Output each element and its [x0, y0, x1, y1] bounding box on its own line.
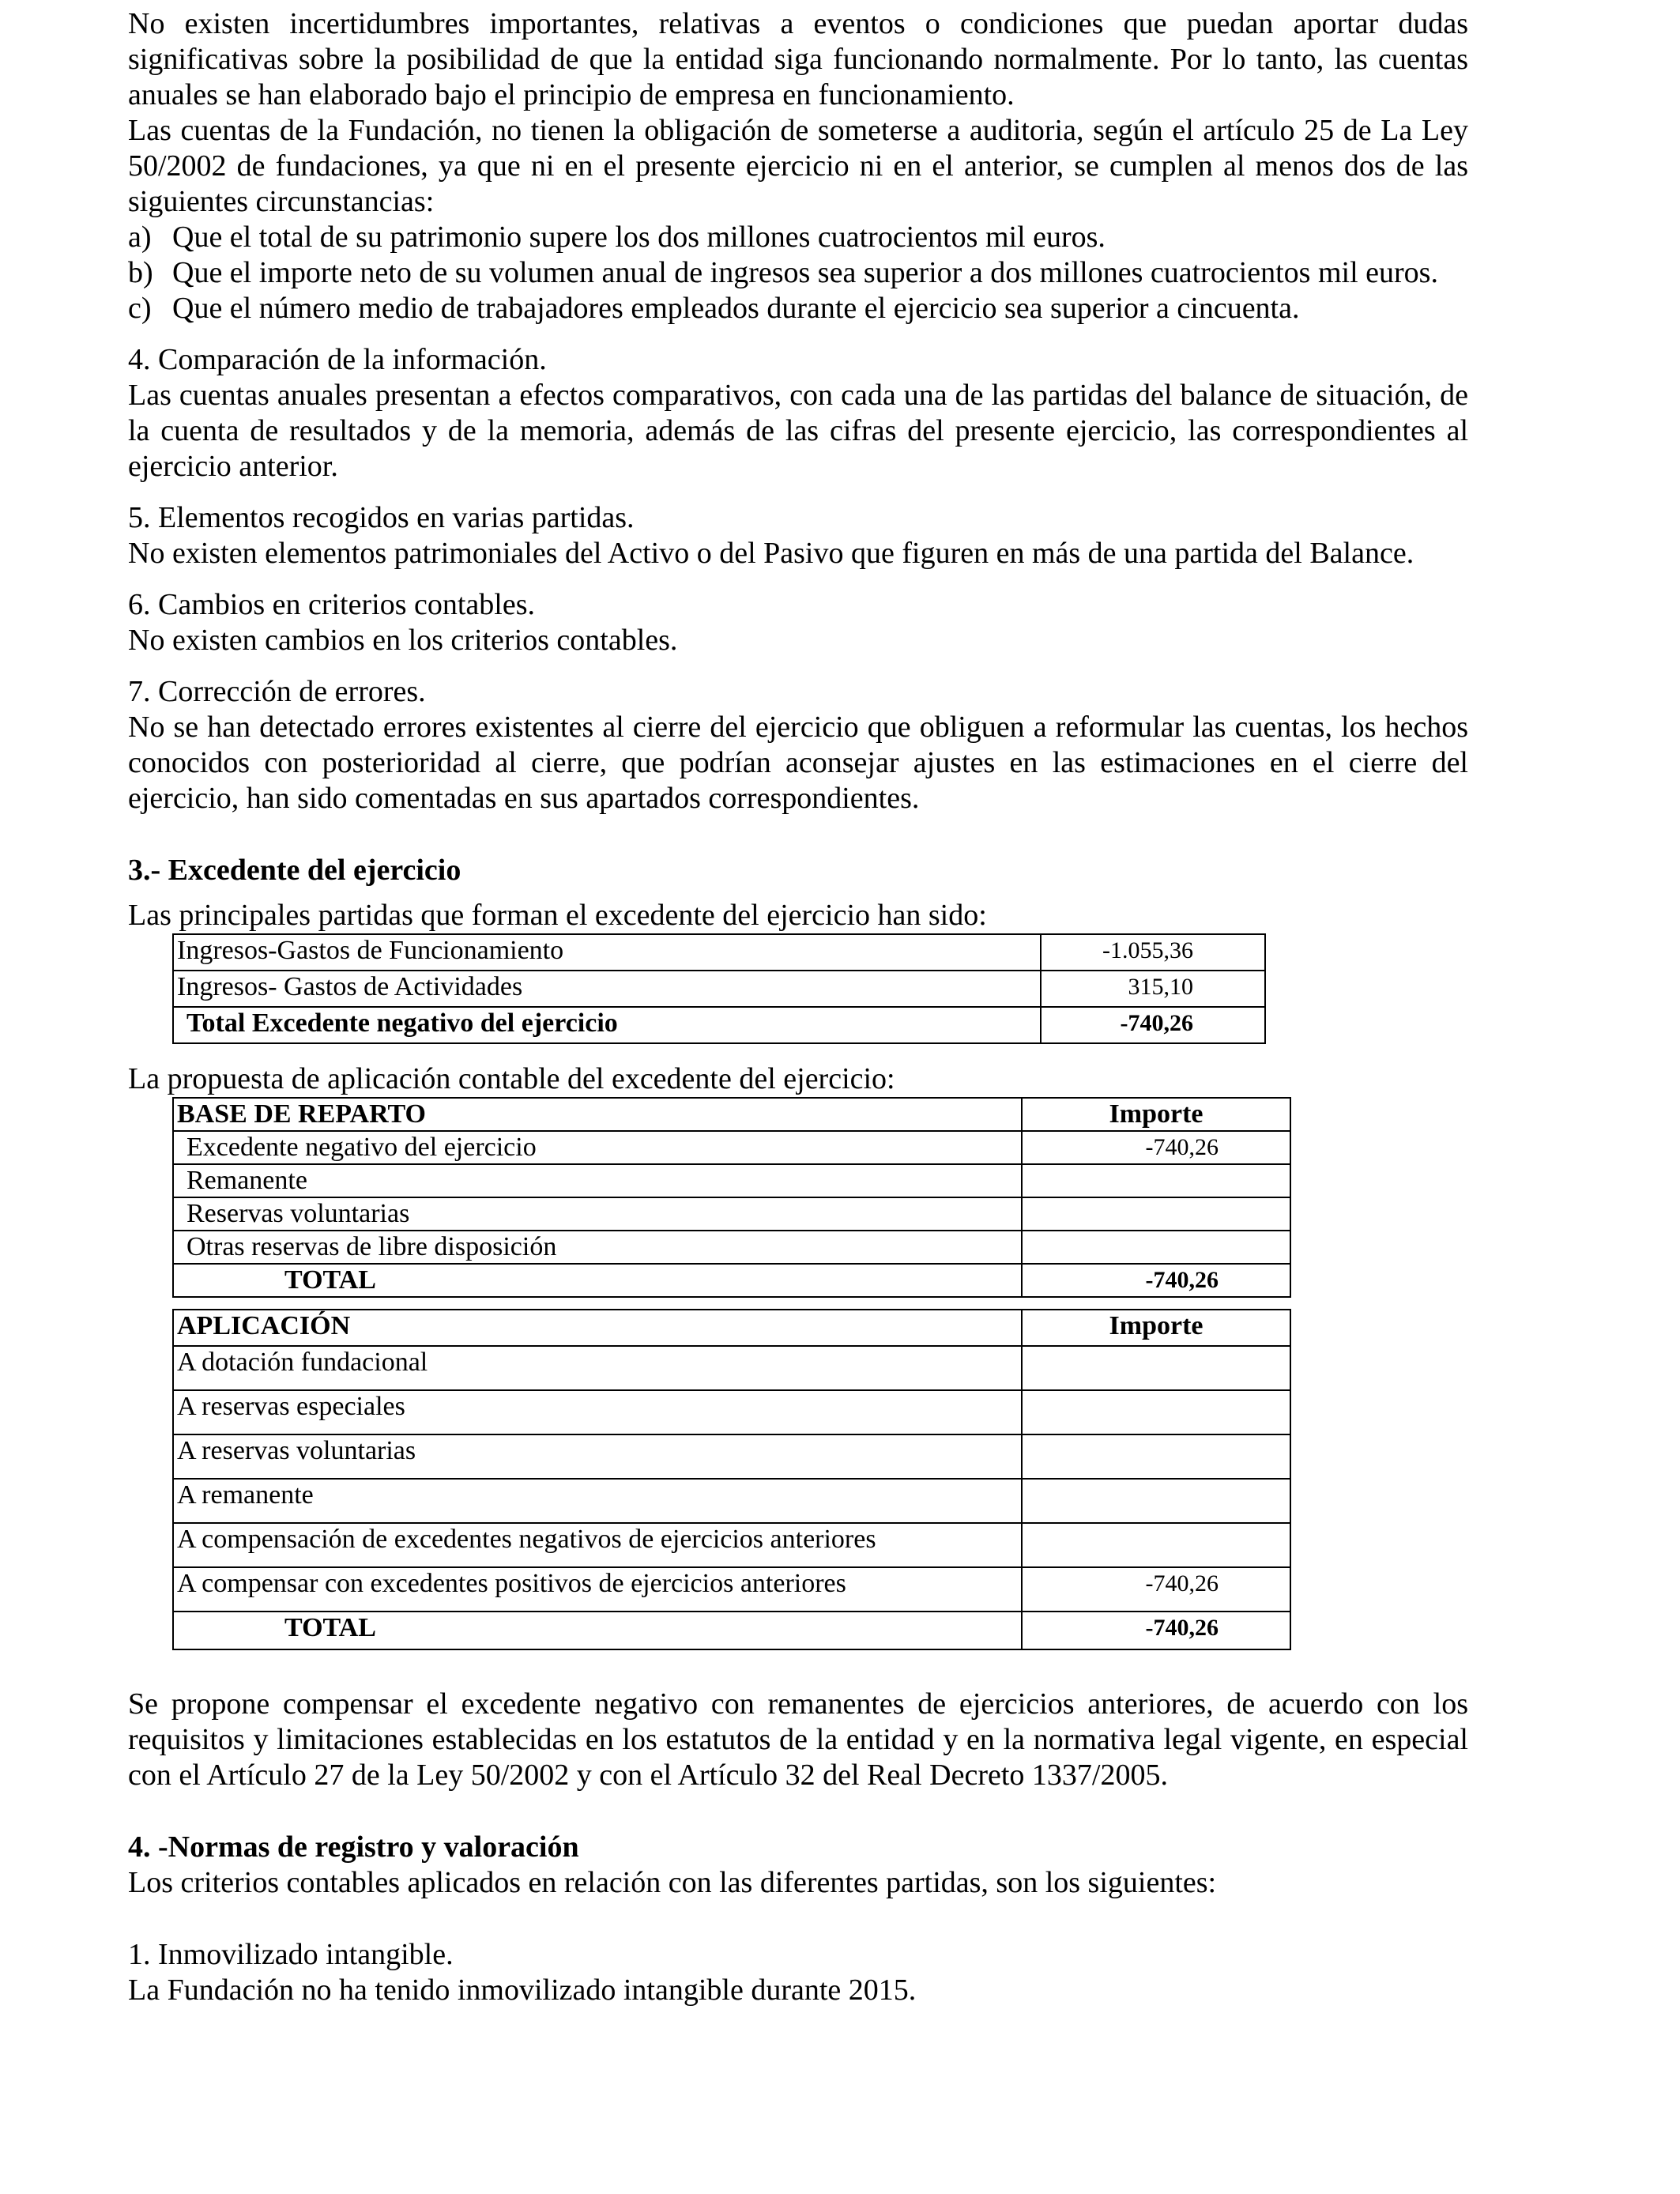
document-page [128, 6, 1468, 2008]
row-label: Ingresos- Gastos de Actividades [173, 971, 1041, 1007]
audit-paragraph: Las cuentas de la Fundación, no tienen la obligación de someterse a auditoria, según el artículo 25 de La Ley 50/2002 de fundaciones, ya que ni en el presente ejercicio ni en el anterior, se cumplen al menos dos de las siguientes circunstancias: [128, 114, 1468, 218]
row-value [1022, 1479, 1290, 1523]
table-row [173, 1479, 1290, 1523]
amount-header: Importe [1022, 1098, 1290, 1131]
section-heading: 7. Corrección de errores. [128, 675, 426, 708]
table-row [173, 1434, 1290, 1479]
table-row [173, 1390, 1290, 1434]
section-heading: 5. Elementos recogidos en varias partidas. [128, 501, 635, 534]
row-label: Excedente negativo del ejercicio [173, 1131, 1022, 1164]
table-row [173, 1612, 1290, 1649]
total-value: -740,26 [1041, 1007, 1265, 1043]
row-label: A compensar con excedentes positivos de ejercicios anteriores [173, 1567, 1022, 1612]
total-value: -740,26 [1022, 1612, 1290, 1649]
row-value [1022, 1346, 1290, 1390]
table-row [173, 1523, 1290, 1567]
row-label: Otras reservas de libre disposición [173, 1231, 1022, 1264]
excedente-title: 3.- Excedente del ejercicio [128, 854, 461, 887]
row-label: Remanente [173, 1164, 1022, 1197]
section-heading: 6. Cambios en criterios contables. [128, 588, 535, 621]
table-row [173, 1264, 1290, 1297]
base-reparto-table [172, 1097, 1291, 1298]
total-label: TOTAL [173, 1264, 1022, 1297]
row-value [1022, 1231, 1290, 1264]
normas-item-body: La Fundación no ha tenido inmovilizado intangible durante 2015. [128, 1973, 917, 2007]
total-label: TOTAL [173, 1612, 1022, 1649]
aplicacion-table [172, 1309, 1291, 1650]
normas-title: 4. -Normas de registro y valoración [128, 1830, 579, 1864]
section-body: Las cuentas anuales presentan a efectos comparativos, con cada una de las partidas del balance de situación, de la cuenta de resultados y de la memoria, además de las cifras del presente ejercicio, las correspondientes al ejercicio anterior. [128, 379, 1468, 483]
table-header-row [173, 1310, 1290, 1346]
table-row [173, 1346, 1290, 1390]
list-item: b) Que el importe neto de su volumen anual de ingresos sea superior a dos millones cuatrocientos mil euros. [128, 256, 1438, 289]
row-value [1022, 1523, 1290, 1567]
list-item: a) Que el total de su patrimonio supere los dos millones cuatrocientos mil euros. [128, 221, 1106, 254]
row-value: -740,26 [1022, 1131, 1290, 1164]
row-label: A reservas especiales [173, 1390, 1022, 1434]
row-label: Ingresos-Gastos de Funcionamiento [173, 934, 1041, 971]
row-label: Reservas voluntarias [173, 1197, 1022, 1231]
aplicacion-header: APLICACIÓN [173, 1310, 1022, 1346]
table-row [173, 1164, 1290, 1197]
circumstances-list [128, 220, 1468, 326]
table-row [173, 1131, 1290, 1164]
row-value [1022, 1390, 1290, 1434]
going-concern-paragraph: No existen incertidumbres importantes, relativas a eventos o condiciones que puedan aportar dudas significativas sobre la posibilidad de que la entidad siga funcionando normalmente. Por lo tanto, las cuentas anuales se han elaborado bajo el principio de empresa en funcionamiento. [128, 7, 1468, 111]
list-item: c) Que el número medio de trabajadores empleados durante el ejercicio sea superior a cincuenta. [128, 292, 1300, 325]
table-row [173, 1007, 1265, 1043]
row-value: -1.055,36 [1041, 934, 1265, 971]
table-row [173, 1231, 1290, 1264]
excedente-table [172, 933, 1266, 1044]
proposal-paragraph: Se propone compensar el excedente negativo con remanentes de ejercicios anteriores, de acuerdo con los requisitos y limitaciones establecidas en los estatutos de la entidad y en la normativa legal vigente, en especial con el Artículo 27 de la Ley 50/2002 y con el Artículo 32 del Real Decreto 1337/2005. [128, 1687, 1468, 1792]
table-row [173, 971, 1265, 1007]
row-label: A compensación de excedentes negativos de ejercicios anteriores [173, 1523, 1022, 1567]
row-value: -740,26 [1022, 1567, 1290, 1612]
row-label: A reservas voluntarias [173, 1434, 1022, 1479]
row-label: A dotación fundacional [173, 1346, 1022, 1390]
total-value: -740,26 [1022, 1264, 1290, 1297]
total-label: Total Excedente negativo del ejercicio [173, 1007, 1041, 1043]
normas-intro: Los criterios contables aplicados en relación con las diferentes partidas, son los siguientes: [128, 1866, 1217, 1899]
section-body: No existen cambios en los criterios contables. [128, 624, 678, 657]
base-header: BASE DE REPARTO [173, 1098, 1022, 1131]
table-header-row [173, 1098, 1290, 1131]
section-body: No se han detectado errores existentes al cierre del ejercicio que obliguen a reformular las cuentas, los hechos conocidos con posterioridad al cierre, que podrían aconsejar ajustes en las estimaciones en el cierre del ejercicio, han sido comentadas en sus apartados correspondientes. [128, 711, 1468, 815]
amount-header: Importe [1022, 1310, 1290, 1346]
excedente-intro: Las principales partidas que forman el excedente del ejercicio han sido: [128, 899, 987, 932]
section-body: No existen elementos patrimoniales del Activo o del Pasivo que figuren en más de una partida del Balance. [128, 537, 1414, 570]
table-row [173, 1197, 1290, 1231]
table-row [173, 934, 1265, 971]
propuesta-intro: La propuesta de aplicación contable del excedente del ejercicio: [128, 1062, 895, 1095]
row-label: A remanente [173, 1479, 1022, 1523]
row-value [1022, 1434, 1290, 1479]
row-value [1022, 1197, 1290, 1231]
normas-item-heading: 1. Inmovilizado intangible. [128, 1938, 454, 1971]
row-value: 315,10 [1041, 971, 1265, 1007]
section-heading: 4. Comparación de la información. [128, 343, 547, 376]
table-row [173, 1567, 1290, 1612]
row-value [1022, 1164, 1290, 1197]
